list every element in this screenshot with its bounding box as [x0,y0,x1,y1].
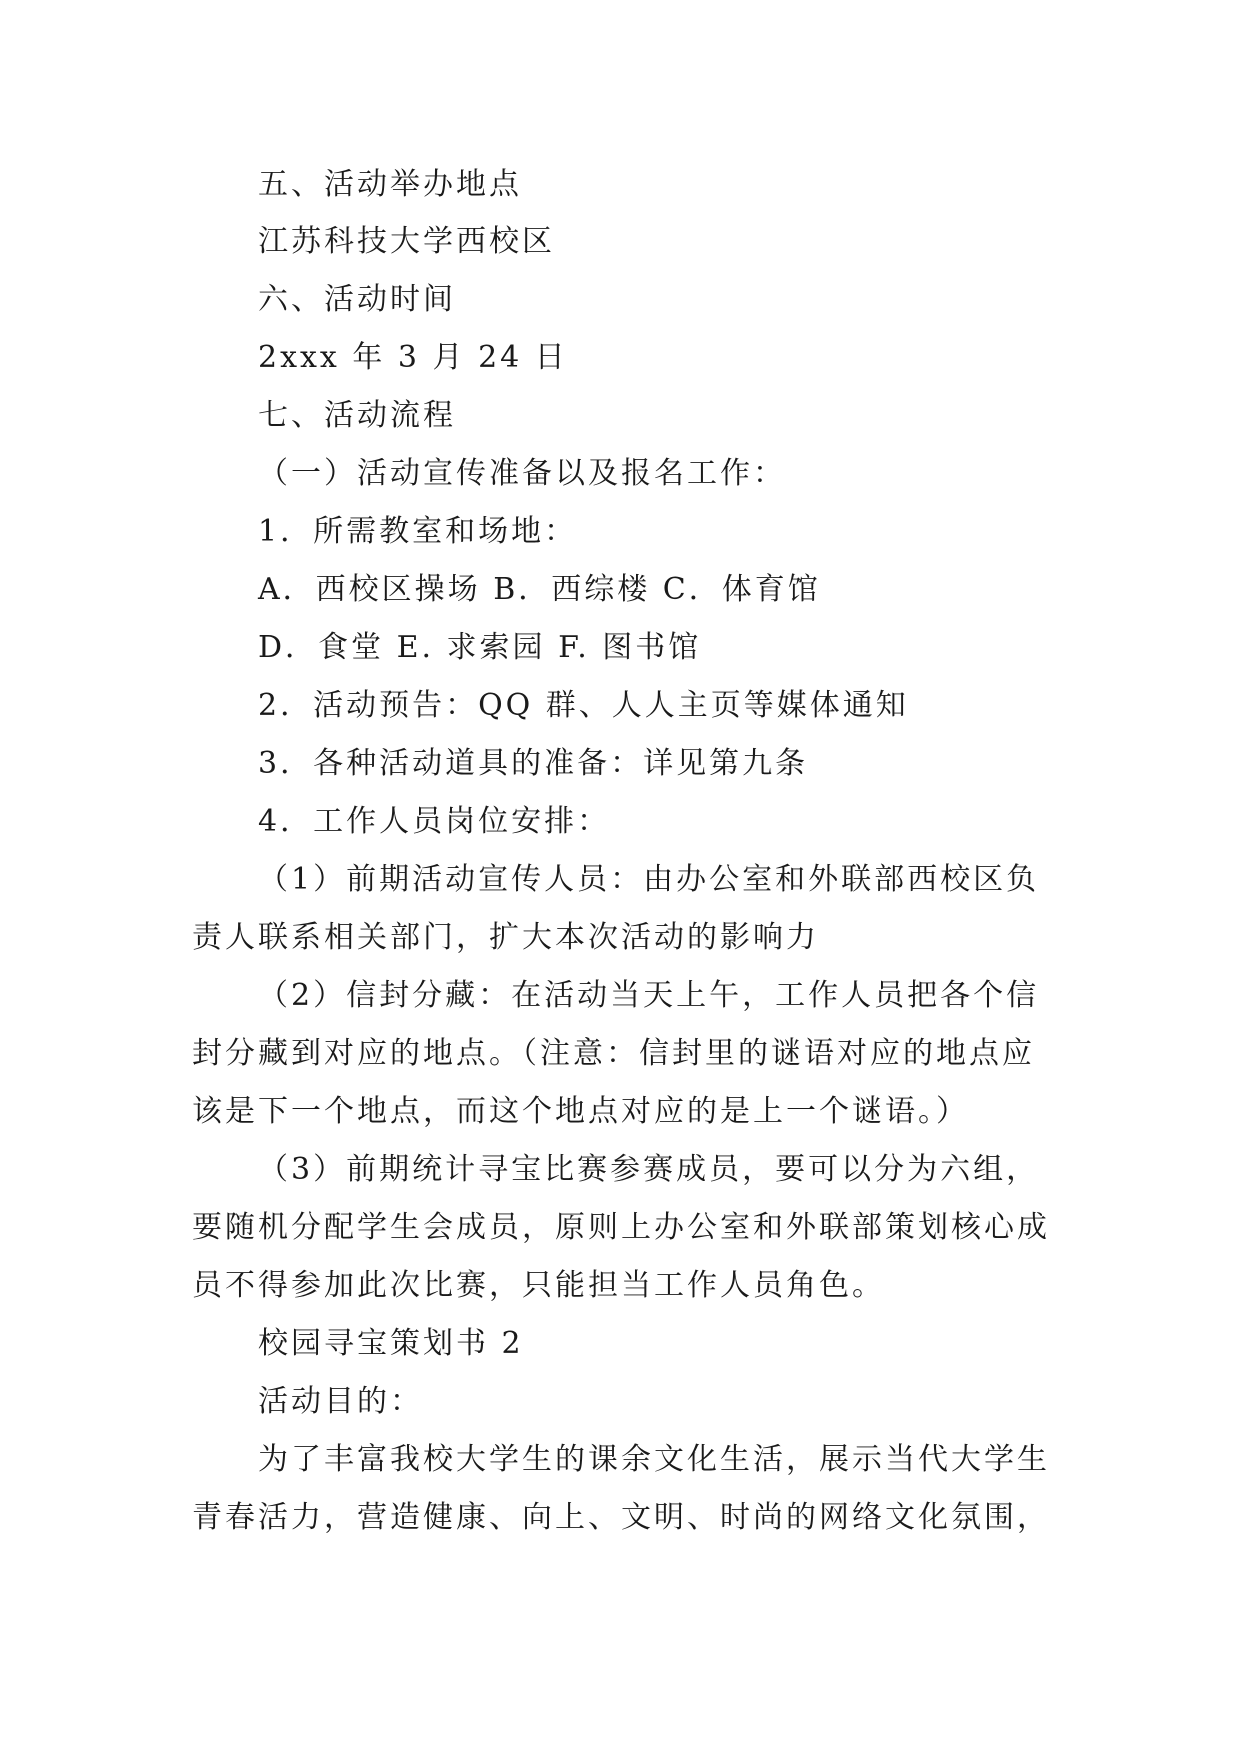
paragraph-2-line-2: 封分藏到对应的地点。（注意：信封里的谜语对应的地点应 [192,1036,1035,1071]
heading-process: 七、活动流程 [258,398,456,433]
paragraph-3-line-3: 员不得参加此次比赛，只能担当工作人员角色。 [192,1268,885,1303]
list-item-4: 4．工作人员岗位安排： [258,804,611,839]
paragraph-1-line-1: （1）前期活动宣传人员：由办公室和外联部西校区负 [258,862,1040,897]
paragraph-2-line-1: （2）信封分藏：在活动当天上午，工作人员把各个信 [258,978,1040,1013]
paragraph-2-line-3: 该是下一个地点，而这个地点对应的是上一个谜语。） [192,1094,969,1129]
heading-venue: 五、活动举办地点 [258,167,522,202]
section-title-plan-2: 校园寻宝策划书 2 [258,1326,524,1361]
paragraph-3-line-2: 要随机分配学生会成员，原则上办公室和外联部策划核心成 [192,1210,1050,1245]
heading-time: 六、活动时间 [258,282,456,317]
list-item-1: 1．所需教室和场地： [258,514,578,549]
heading-purpose: 活动目的： [258,1384,423,1419]
list-item-locations-d: D．食堂 E. 求索园 F. 图书馆 [258,630,702,665]
list-item-locations-a: A．西校区操场 B．西综楼 C．体育馆 [258,572,821,607]
text-venue: 江苏科技大学西校区 [258,224,555,259]
text-date: 2xxx 年 3 月 24 日 [258,340,568,375]
paragraph-3-line-1: （3）前期统计寻宝比赛参赛成员，要可以分为六组， [258,1152,1040,1187]
paragraph-1-line-2: 责人联系相关部门，扩大本次活动的影响力 [192,920,819,955]
paragraph-purpose-line-2: 青春活力，营造健康、向上、文明、时尚的网络文化氛围， [192,1500,1050,1535]
subheading-preparation: （一）活动宣传准备以及报名工作： [258,456,786,491]
paragraph-purpose-line-1: 为了丰富我校大学生的课余文化生活，展示当代大学生 [258,1442,1050,1477]
list-item-2: 2．活动预告：QQ 群、人人主页等媒体通知 [258,688,909,723]
list-item-3: 3．各种活动道具的准备：详见第九条 [258,746,809,781]
